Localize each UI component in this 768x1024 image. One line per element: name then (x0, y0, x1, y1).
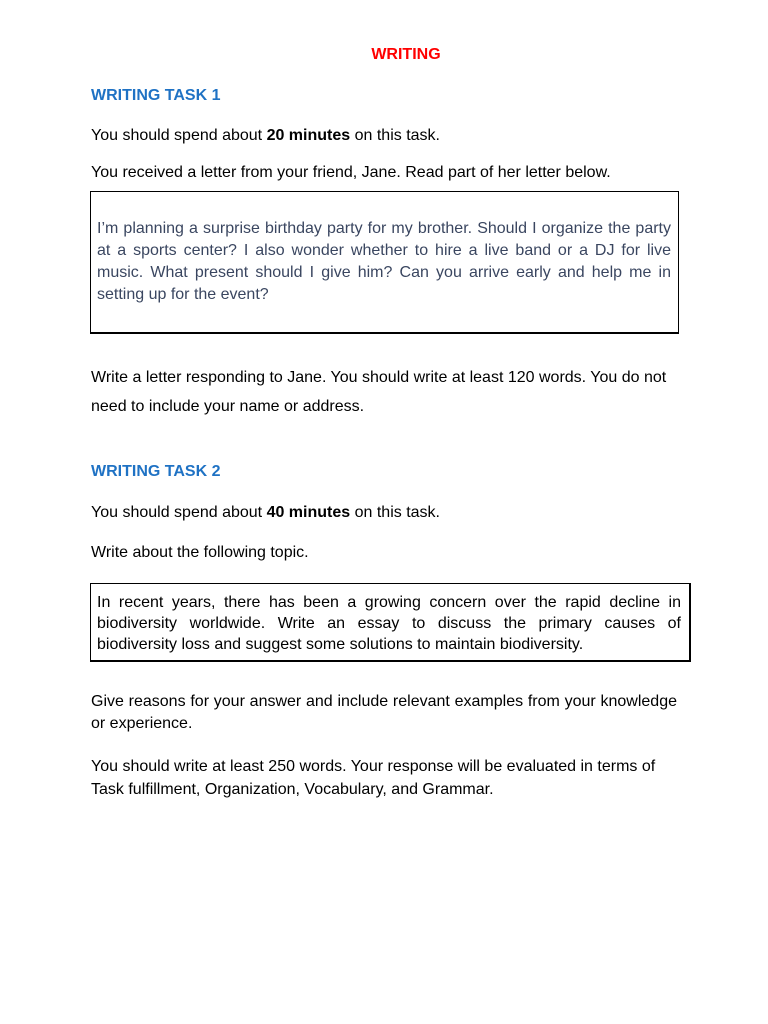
task1-time-instruction (91, 125, 677, 147)
task2-heading: WRITING TASK 2 (91, 463, 221, 480)
essay-topic-box (90, 583, 691, 662)
task1-intro: You received a letter from your friend, Jane. Read part of her letter below. (91, 164, 611, 181)
task2-time-prefix: You should spend about (91, 504, 267, 521)
task2-intro: Write about the following topic. (91, 544, 309, 561)
page-title: WRITING (371, 46, 441, 63)
task2-time-instruction (91, 502, 677, 524)
task1-instruction (91, 363, 677, 421)
task2-word-requirement: You should write at least 250 words. Your response will be evaluated in terms of Task fulfillment, Organization, Vocabulary, and Grammar. (91, 758, 656, 798)
task2-time-suffix: on this task. (350, 504, 440, 521)
letter-excerpt-text: I’m planning a surprise birthday party for my brother. Should I organize the party at a sports center? I also wonder whether to hire a live band or a DJ for live music. What present should I give him? Can you arrive early and help me in setting up for the event? (97, 220, 671, 303)
essay-topic-text: In recent years, there has been a growing concern over the rapid decline in biodiversity worldwide. Write an essay to discuss the primary causes of biodiversity loss and suggest some solutions to maintain biodiversity. (97, 594, 681, 653)
task1-instruction-line1: Write a letter responding to Jane. You should write at least 120 words. You do not (91, 369, 667, 386)
task2-reasons: Give reasons for your answer and include relevant examples from your knowledge or experience. (91, 693, 677, 732)
task1-time-suffix: on this task. (350, 127, 440, 144)
task1-heading: WRITING TASK 1 (91, 87, 221, 104)
task2-time-bold: 40 minutes (266, 504, 351, 521)
task1-instruction-line2: need to include your name or address. (91, 398, 365, 415)
task1-time-prefix: You should spend about (91, 127, 267, 144)
task1-time-bold: 20 minutes (266, 127, 351, 144)
letter-excerpt-box (90, 191, 679, 334)
